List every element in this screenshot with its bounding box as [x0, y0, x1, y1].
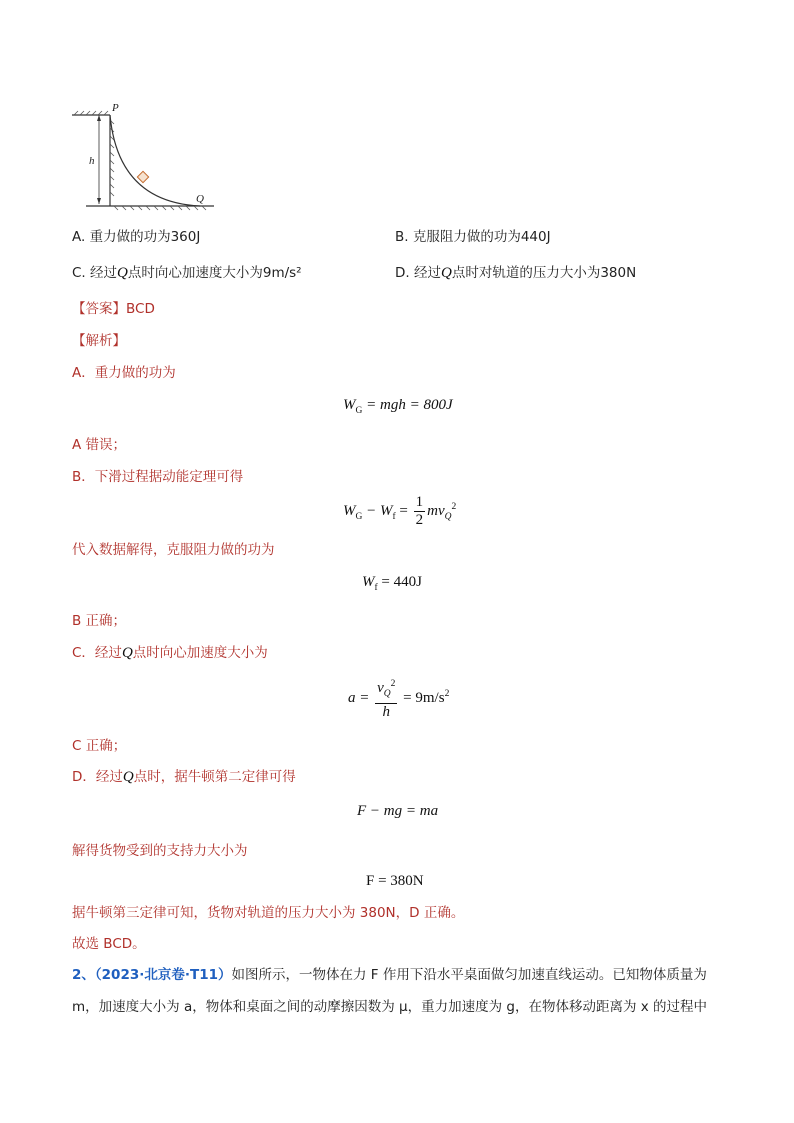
incline-figure	[66, 100, 226, 212]
equation-gravity-work: $W_G$ = mgh = 800J	[343, 397, 453, 416]
answer-line: 【答案】BCD	[72, 301, 155, 317]
question-2-line-2: m，加速度大小为 a，物体和桌面之间的动摩擦因数为 μ，重力加速度为 g，在物体移动距离为 x 的过程中	[72, 999, 708, 1015]
part-b-substitute: 代入数据解得，克服阻力做的功为	[72, 542, 275, 558]
part-d-substitute: 解得货物受到的支持力大小为	[72, 843, 248, 859]
point-q-label: Q	[196, 193, 204, 205]
point-p-label: P	[112, 102, 119, 114]
part-b-result: B 正确；	[72, 613, 127, 629]
option-d: D. 经过Q点时对轨道的压力大小为380N	[395, 265, 637, 281]
option-b: B. 克服阻力做的功为440J	[395, 229, 551, 245]
question-2-line-1: 2、（2023·北京卷·T11）如图所示，一物体在力 F 作用下沿水平桌面做匀加速直线运动。已知物体质量为	[72, 967, 707, 983]
equation-centripetal: a = $\frac{v_Q^2}{h}$ = $9m/s^2$	[348, 676, 449, 721]
height-label: h	[89, 155, 95, 167]
equation-support-force: F = 380N	[366, 873, 424, 889]
part-d-conclusion: 据牛顿第三定律可知，货物对轨道的压力大小为 380N，D 正确。	[72, 905, 465, 921]
option-a: A. 重力做的功为360J	[72, 229, 201, 245]
part-b-line: B．下滑过程据动能定理可得	[72, 469, 244, 485]
part-a-line: A．重力做的功为	[72, 365, 176, 381]
part-c-result: C 正确；	[72, 738, 127, 754]
equation-resistance-work: $W_f = 440J$	[362, 574, 422, 593]
equation-work-energy: $W_G - W_f$ = $\frac{1}{2}$ $mv_Q^2$	[343, 494, 457, 528]
equation-newton-second: F − mg = ma	[357, 803, 439, 819]
part-c-line: C．经过Q点时向心加速度大小为	[72, 645, 268, 661]
part-a-result: A 错误；	[72, 437, 127, 453]
analysis-title: 【解析】	[72, 333, 126, 349]
option-c: C. 经过Q点时向心加速度大小为9m/s²	[72, 265, 302, 281]
final-answer: 故选 BCD。	[72, 936, 146, 952]
part-d-line: D．经过Q点时，据牛顿第二定律可得	[72, 769, 296, 785]
